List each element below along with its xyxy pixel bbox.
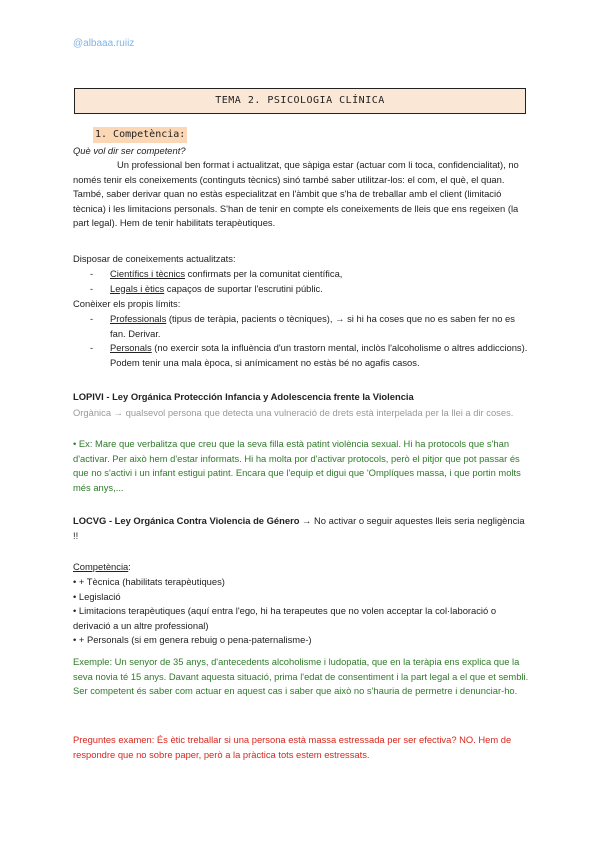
section-question: Què vol dir ser competent? [73,145,186,156]
competence-example: Exemple: Un senyor de 35 anys, d'antecedents alcoholisme i ludopatia, que en la teràpia ens explica que la seva novia té 15 anys. Davant aquesta situació, prima l'edat de consentiment i la part legal a el que et sembli. Ser competent és saber com actuar en aquest cas i saber que això no s'hauria de permetre i denunciar-ho. [73,656,529,697]
limits-list [90,312,530,370]
knowledge-list [90,267,530,296]
list-item: - Professionals (tipus de teràpia, pacients o tècniques), → si hi ha coses que no es saben fer no es fan. Derivar. [90,313,515,339]
lopivi-heading: LOPIVI - Ley Orgánica Protección Infancia y Adolescencia frente la Violencia [73,391,414,402]
list-item: • + Tècnica (habilitats terapèutiques) [73,576,225,587]
title-box [74,88,526,114]
list-item: • Legislació [73,590,121,602]
list-item: - Científics i tècnics confirmats per la comunitat científica, [90,268,343,279]
exam-question: Preguntes examen: És ètic treballar si una persona està massa estressada per ser efectiva? NO. Hem de respondre que no sobre paper, però a la pràctica tots estem estressats. [73,734,512,760]
competence-heading: Competència: [73,561,131,572]
section-heading: 1. Competència: [93,127,187,143]
list-item: • Limitacions terapèutiques (aquí entra l'ego, hi ha terapeutes que no volen acceptar la col·laboració o derivació a un altre professional) [73,605,497,631]
list-item: • + Personals (si em genera rebuig o pena-paternalisme-) [73,634,312,646]
knowledge-lead: Disposar de coneixements actualitzats: [73,253,236,264]
lopivi-example: • Ex: Mare que verbalitza que creu que la seva filla està patint violència sexual. Hi ha protocols que s'han d'activar. Per això hem d'estar informats. Hi ha molta por d'activar protocols, però el pitjor que pot passar és que no s'activi i un infant estigui patint. Encara que l'equip et digui que 'Omplíques massa, i que portin molts més anys,... [73,438,521,493]
list-item: - Personals (no exercir sota la influència d'un trastorn mental, inclòs l'alcoholisme o altres addiccions). Podem tenir una mala època, si anímicament no estàs bé no agafis casos. [90,342,528,368]
competence-list [73,575,529,648]
limits-lead: Conèixer els propis límits: [73,298,181,309]
page-title: TEMA 2. PSICOLOGIA CLÍNICA [215,95,385,107]
author-handle: @albaaa.ruiiz [73,38,135,49]
lopivi-note: Orgànica → qualsevol persona que detecta una vulneració de drets està interpelada per la llei a dir coses. [73,407,514,418]
intro-paragraph: Un professional ben format i actualitzat, que sàpiga estar (actuar com li toca, confidencialitat), no només tenir els coneixements (continguts tècnics) sinó també saber utilitzar-los: el com, el què, el quan. També, saber derivar quan no estàs especialitzat en l'àmbit que s'ha de treballar amb el client (limitació tècnica) i les limitacions personals. S'han de tenir en compte els coneixements de lleis que ens regeixen (la part legal). Hem de tenir habilitats terapèutiques. [73,159,519,229]
locvg-heading: LOCVG - Ley Orgánica Contra Violencia de Género [73,515,300,526]
locvg-paragraph: LOCVG - Ley Orgánica Contra Violencia de Género → No activar o seguir aquestes lleis seria negligència !! [73,515,525,541]
list-item: - Legals i ètics capaços de suportar l'escrutini públic. [90,282,323,294]
